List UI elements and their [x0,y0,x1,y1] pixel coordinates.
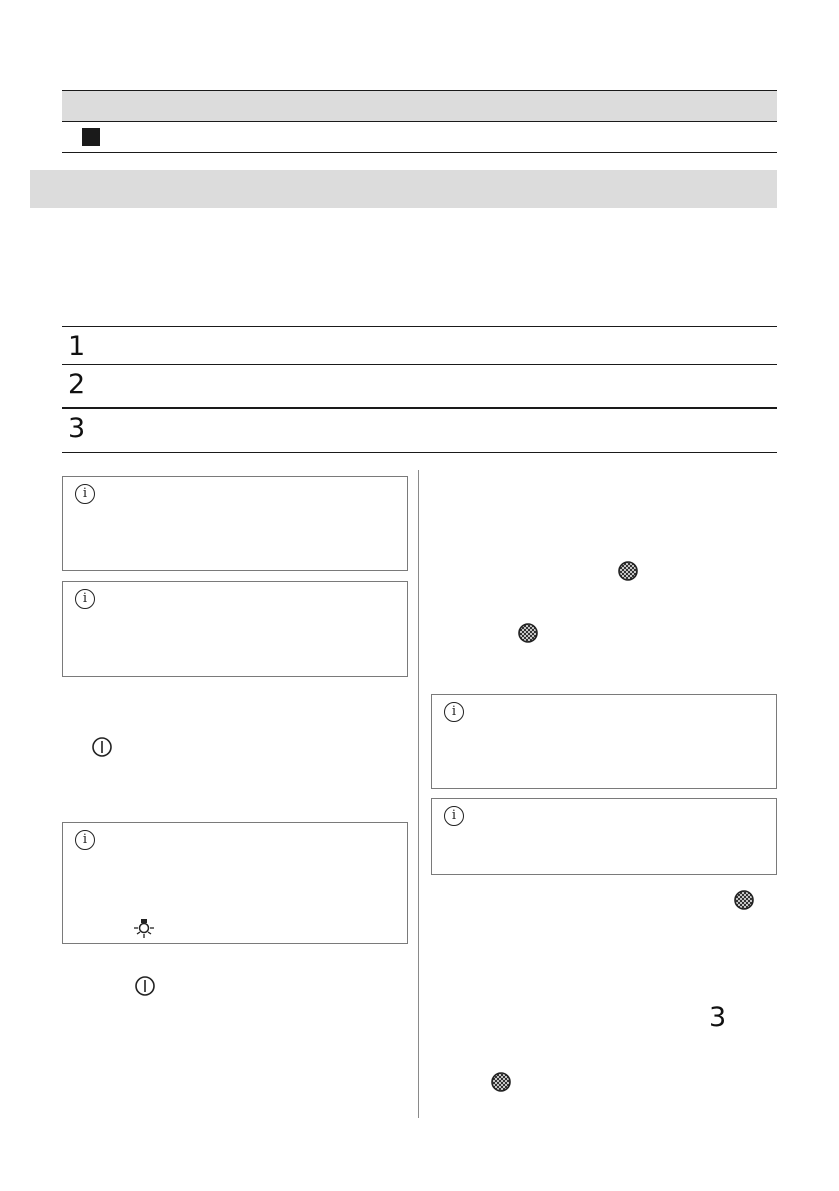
info-icon: i [75,830,95,850]
grease-filter-icon [517,622,539,644]
top-table-rule-mid [62,121,777,122]
top-table-header [62,91,777,121]
step-number-3: 3 [709,1002,727,1033]
black-square-icon [82,128,100,146]
column-divider [418,470,419,1118]
section-heading-band [30,170,777,208]
list-number-3: 3 [68,413,86,444]
info-note-3 [62,822,408,944]
info-note-5 [431,798,777,875]
list-rule-2 [62,407,777,409]
info-icon: i [75,589,95,609]
info-note-2 [62,581,408,677]
info-icon: i [75,484,95,504]
top-table-rule-top [62,90,777,91]
top-table-rule-bottom [62,152,777,153]
list-number-1: 1 [68,331,86,362]
grease-filter-icon [733,889,755,911]
info-icon: i [444,806,464,826]
list-rule-0 [62,326,777,327]
grease-filter-icon [617,560,639,582]
list-rule-1 [62,364,777,365]
power-icon [91,736,113,758]
info-note-4 [431,694,777,789]
power-icon [134,975,156,997]
light-bulb-icon [133,917,155,939]
info-note-1 [62,476,408,571]
list-number-2: 2 [68,369,86,400]
grease-filter-icon [490,1071,512,1093]
info-icon: i [444,702,464,722]
list-rule-3 [62,452,777,453]
